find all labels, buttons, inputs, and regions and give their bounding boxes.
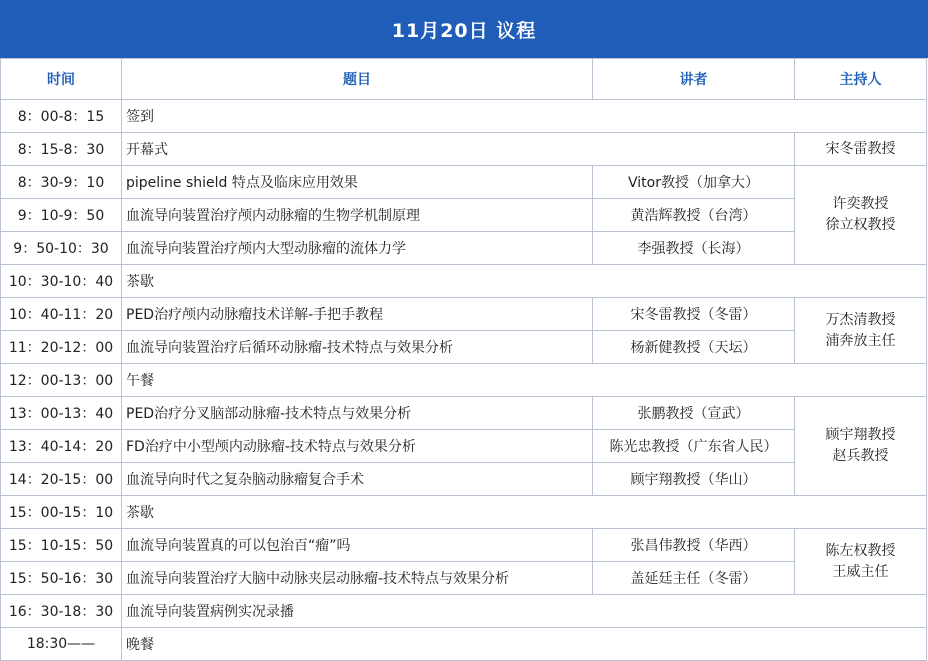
table-row <box>1 265 927 298</box>
time-cell: 8：30-9：10 <box>1 166 122 199</box>
table-row <box>1 364 927 397</box>
column-header-time: 时间 <box>1 59 122 100</box>
time-cell: 15：50-16：30 <box>1 562 122 595</box>
topic-cell: 血流导向装置治疗后循环动脉瘤-技术特点与效果分析 <box>122 331 593 364</box>
table-header-row <box>1 59 927 100</box>
time-cell: 13：40-14：20 <box>1 430 122 463</box>
column-header-speaker: 讲者 <box>593 59 795 100</box>
topic-cell: PED治疗分叉脑部动脉瘤-技术特点与效果分析 <box>122 397 593 430</box>
speaker-cell: 李强教授（长海） <box>593 232 795 265</box>
table-row <box>1 298 927 331</box>
host-name: 徐立权教授 <box>825 217 896 233</box>
host-name: 王威主任 <box>832 563 889 580</box>
host-name: 许奕教授 <box>832 196 889 212</box>
time-cell: 11：20-12：00 <box>1 331 122 364</box>
host-cell <box>795 166 927 265</box>
topic-cell: 血流导向时代之复杂脑动脉瘤复合手术 <box>122 463 593 496</box>
column-header-host: 主持人 <box>795 59 927 100</box>
host-name: 宋冬雷教授 <box>825 140 896 157</box>
topic-cell: PED治疗颅内动脉瘤技术详解-手把手教程 <box>122 298 593 331</box>
time-cell: 13：00-13：40 <box>1 397 122 430</box>
speaker-cell: 张鹏教授（宣武） <box>593 397 795 430</box>
table-row <box>1 628 927 661</box>
table-row <box>1 133 927 166</box>
time-cell: 18:30—— <box>1 628 122 661</box>
speaker-cell: 黄浩辉教授（台湾） <box>593 199 795 232</box>
table-row <box>1 397 927 430</box>
table-row <box>1 232 927 265</box>
topic-cell: 茶歇 <box>122 265 927 298</box>
host-name: 浦奔放主任 <box>825 332 896 349</box>
topic-cell: 血流导向装置治疗大脑中动脉夹层动脉瘤-技术特点与效果分析 <box>122 562 593 595</box>
time-cell: 16：30-18：30 <box>1 595 122 628</box>
host-name: 万杰清教授 <box>825 311 896 328</box>
table-row <box>1 595 927 628</box>
table-row <box>1 463 927 496</box>
table-row <box>1 529 927 562</box>
speaker-cell: Vitor教授（加拿大） <box>593 166 795 199</box>
table-row <box>1 562 927 595</box>
column-header-topic: 题目 <box>122 59 593 100</box>
topic-cell: 血流导向装置真的可以包治百“瘤”吗 <box>122 529 593 562</box>
topic-cell: pipeline shield 特点及临床应用效果 <box>122 166 593 199</box>
speaker-cell: 陈光忠教授（广东省人民） <box>593 430 795 463</box>
table-row <box>1 331 927 364</box>
topic-cell: 茶歇 <box>122 496 927 529</box>
topic-cell: 开幕式 <box>122 133 795 166</box>
time-cell: 9：50-10：30 <box>1 232 122 265</box>
speaker-cell: 顾宇翔教授（华山） <box>593 463 795 496</box>
speaker-cell: 张昌伟教授（华西） <box>593 529 795 562</box>
table-row <box>1 496 927 529</box>
host-name: 赵兵教授 <box>832 448 889 464</box>
topic-cell: 血流导向装置治疗颅内动脉瘤的生物学机制原理 <box>122 199 593 232</box>
topic-cell: 签到 <box>122 100 927 133</box>
host-cell <box>795 397 927 496</box>
speaker-cell: 盖延廷主任（冬雷） <box>593 562 795 595</box>
time-cell: 10：40-11：20 <box>1 298 122 331</box>
time-cell: 8：15-8：30 <box>1 133 122 166</box>
time-cell: 14：20-15：00 <box>1 463 122 496</box>
topic-cell: 血流导向装置病例实况录播 <box>122 595 927 628</box>
time-cell: 8：00-8：15 <box>1 100 122 133</box>
time-cell: 15：10-15：50 <box>1 529 122 562</box>
topic-cell: 血流导向装置治疗颅内大型动脉瘤的流体力学 <box>122 232 593 265</box>
host-name: 顾宇翔教授 <box>825 427 896 443</box>
table-row <box>1 199 927 232</box>
agenda-title: 11月20日 议程 <box>0 0 928 58</box>
speaker-cell: 宋冬雷教授（冬雷） <box>593 298 795 331</box>
topic-cell: FD治疗中小型颅内动脉瘤-技术特点与效果分析 <box>122 430 593 463</box>
table-row <box>1 100 927 133</box>
host-cell <box>795 529 927 595</box>
time-cell: 15：00-15：10 <box>1 496 122 529</box>
topic-cell: 午餐 <box>122 364 927 397</box>
time-cell: 12：00-13：00 <box>1 364 122 397</box>
agenda-table <box>0 58 927 661</box>
topic-cell: 晚餐 <box>122 628 927 661</box>
speaker-cell: 杨新健教授（天坛） <box>593 331 795 364</box>
time-cell: 10：30-10：40 <box>1 265 122 298</box>
time-cell: 9：10-9：50 <box>1 199 122 232</box>
host-cell <box>795 133 927 166</box>
host-name: 陈左权教授 <box>825 542 896 559</box>
table-row <box>1 430 927 463</box>
table-row <box>1 166 927 199</box>
host-cell <box>795 298 927 364</box>
